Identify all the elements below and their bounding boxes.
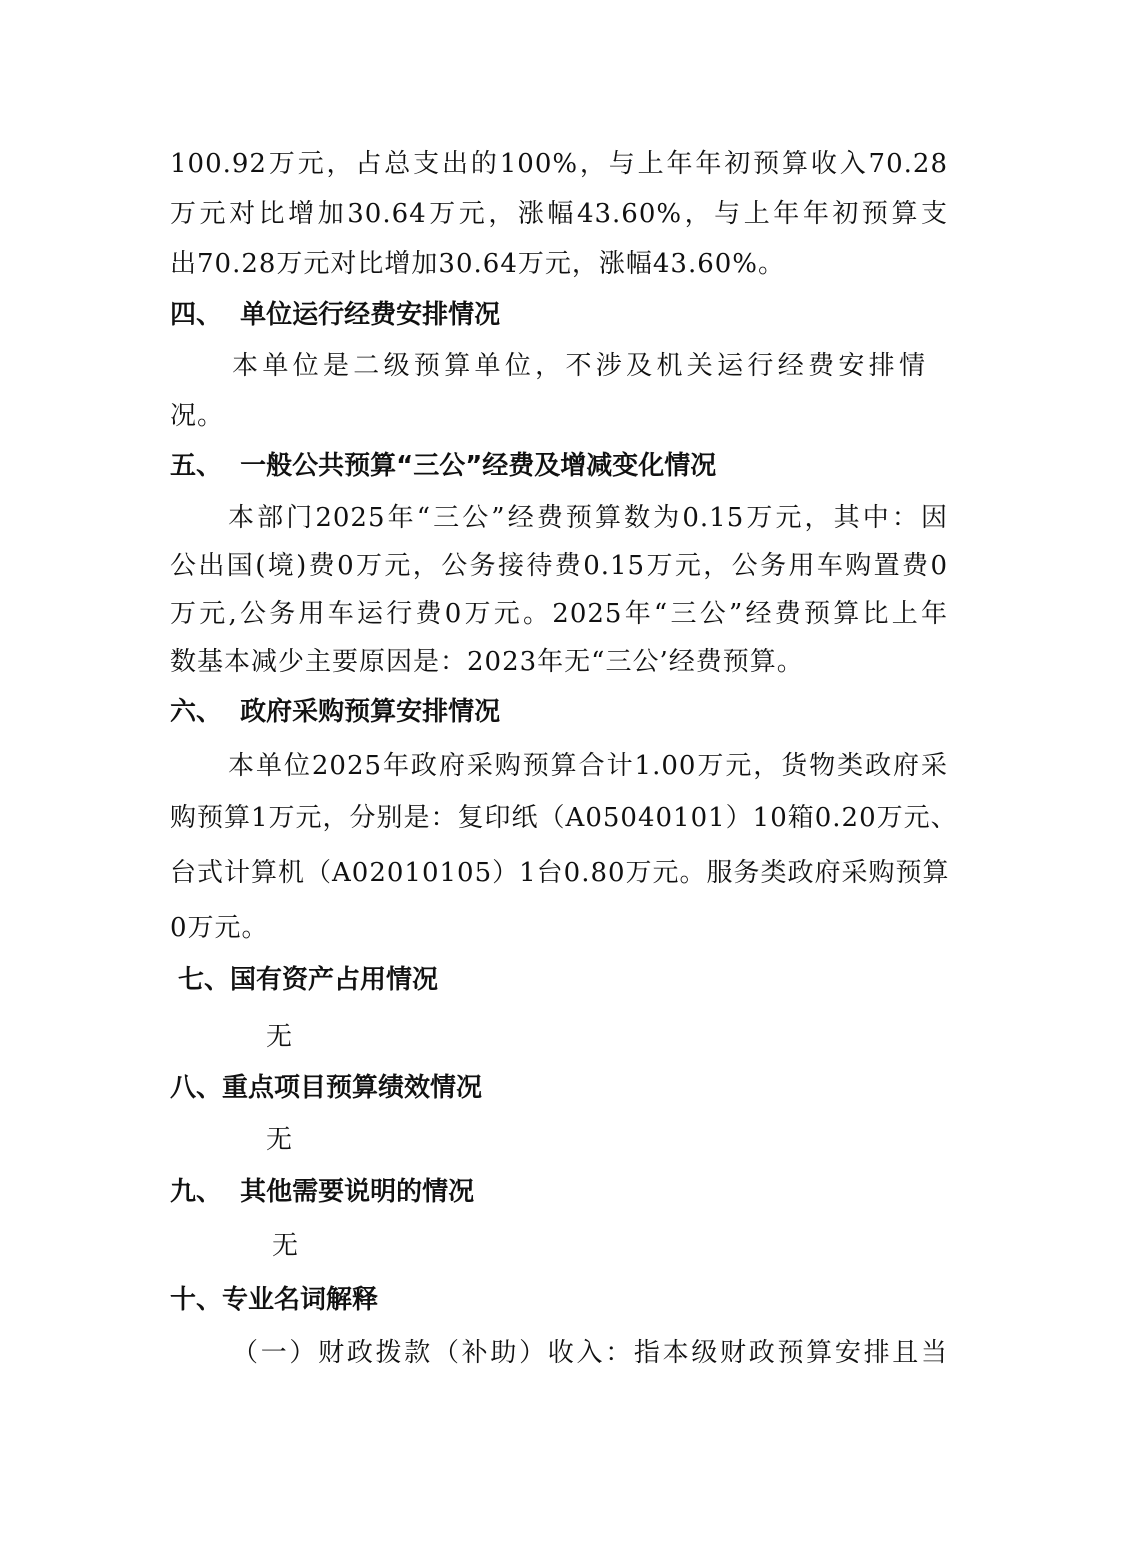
section-heading-6: 六、 政府采购预算安排情况 <box>170 697 501 727</box>
paragraph-line: 万元,公务用车运行费0万元。2025年“三公”经费预算比上年 <box>170 599 948 629</box>
paragraph-line: 本单位是二级预算单位，不涉及机关运行经费安排情 <box>232 351 926 381</box>
section-content-9: 无 <box>272 1231 300 1261</box>
paragraph-line: 本部门2025年“三公”经费预算数为0.15万元，其中：因 <box>228 503 948 533</box>
section-heading-7: 七、国有资产占用情况 <box>178 965 439 995</box>
paragraph-line: 台式计算机（A02010105）1台0.80万元。服务类政府采购预算 <box>170 858 950 888</box>
paragraph-line: 万元对比增加30.64万元，涨幅43.60%，与上年年初预算支 <box>170 199 948 229</box>
paragraph-line: 出70.28万元对比增加30.64万元，涨幅43.60%。 <box>170 249 786 279</box>
section-heading-10: 十、专业名词解释 <box>170 1285 379 1315</box>
paragraph-line: 100.92万元，占总支出的100%，与上年年初预算收入70.28 <box>170 149 948 179</box>
section-heading-5: 五、 一般公共预算“三公”经费及增减变化情况 <box>170 451 717 481</box>
section-heading-4: 四、 单位运行经费安排情况 <box>170 300 501 330</box>
section-content-8: 无 <box>266 1125 294 1155</box>
paragraph-line: （一）财政拨款（补助）收入：指本级财政预算安排且当 <box>232 1338 948 1368</box>
paragraph-line: 购预算1万元，分别是：复印纸（A05040101）10箱0.20万元、 <box>170 803 958 833</box>
section-content-7: 无 <box>266 1022 294 1052</box>
paragraph-line: 况。 <box>170 401 225 431</box>
section-heading-8: 八、重点项目预算绩效情况 <box>170 1073 483 1103</box>
paragraph-line: 数基本减少主要原因是：2023年无“三公’经费预算。 <box>170 647 804 677</box>
section-heading-9: 九、 其他需要说明的情况 <box>170 1177 475 1207</box>
paragraph-line: 公出国(境)费0万元，公务接待费0.15万元，公务用车购置费0 <box>170 551 948 581</box>
paragraph-line: 0万元。 <box>170 913 269 943</box>
paragraph-line: 本单位2025年政府采购预算合计1.00万元，货物类政府采 <box>228 751 948 781</box>
